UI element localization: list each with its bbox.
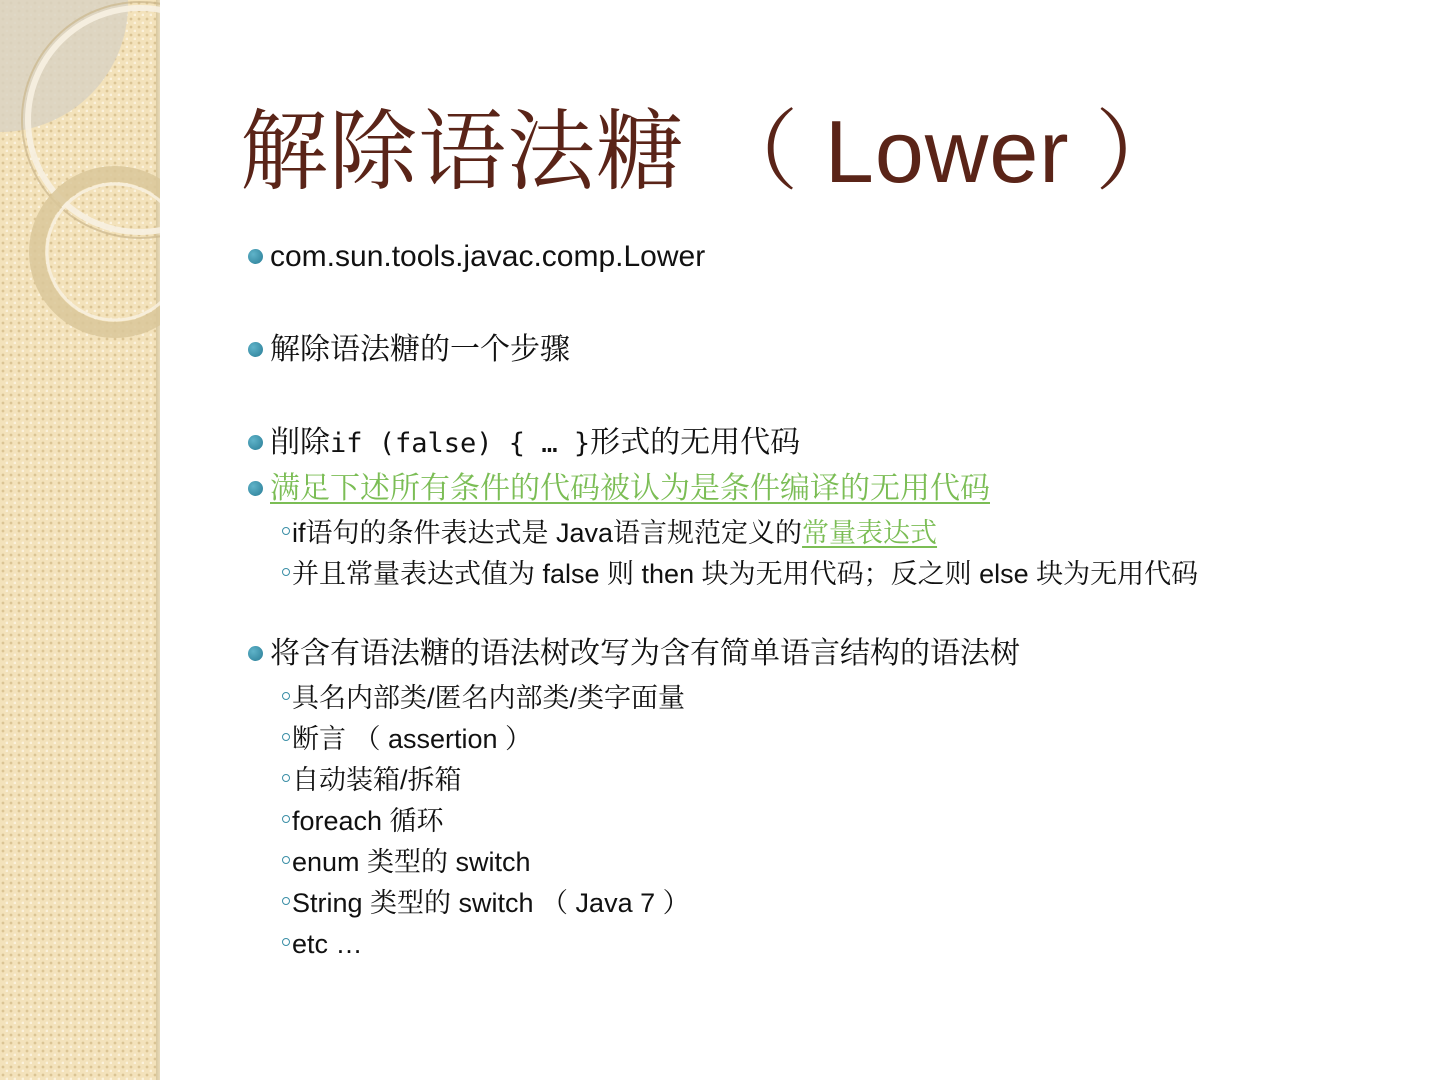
bullet-dot-icon xyxy=(248,481,263,496)
sub-bullet-text: foreach 循环 xyxy=(292,806,444,836)
sub-bullet-circle-icon xyxy=(282,692,290,700)
sub-bullet-text: enum 类型的 switch xyxy=(292,847,531,877)
sub-bullet-text: 具名内部类/匿名内部类/类字面量 xyxy=(292,683,686,713)
sub-bullet-circle-icon xyxy=(282,774,290,782)
bullet-lower-class xyxy=(248,238,1408,284)
sub-bullet-circle-icon xyxy=(282,733,290,741)
bullet-dot-icon xyxy=(248,342,263,357)
sub-bullet-inner-classes xyxy=(248,681,1408,722)
sub-bullet-etc xyxy=(248,927,1408,968)
spacer xyxy=(248,284,1408,331)
sub-bullet-if-constant xyxy=(248,516,1408,557)
sub-bullet-enum-switch xyxy=(248,845,1408,886)
bullet-dot-icon xyxy=(248,435,263,450)
bullet-text: com.sun.tools.javac.comp.Lower xyxy=(270,240,706,273)
bullet-rewrite-tree xyxy=(248,635,1408,681)
bullet-dot-icon xyxy=(248,249,263,264)
bullet-text-prefix: 削除 xyxy=(270,426,330,459)
sub-bullet-circle-icon xyxy=(282,568,290,576)
sub-bullet-foreach xyxy=(248,804,1408,845)
sub-bullet-circle-icon xyxy=(282,856,290,864)
sub-bullet-text: if语句的条件表达式是 Java语言规范定义的 xyxy=(292,518,803,548)
decorative-rings xyxy=(0,0,160,360)
ring-small xyxy=(37,174,160,330)
sub-bullet-circle-icon xyxy=(282,527,290,535)
sub-bullet-then-else xyxy=(248,557,1408,598)
sub-bullet-autoboxing xyxy=(248,763,1408,804)
bullet-dot-icon xyxy=(248,646,263,661)
bullet-text: 解除语法糖的一个步骤 xyxy=(270,333,570,366)
sub-bullet-text: String 类型的 switch （ Java 7 ） xyxy=(292,888,690,918)
sub-bullet-circle-icon xyxy=(282,938,290,946)
sub-bullet-assertion xyxy=(248,722,1408,763)
sub-bullet-text: etc … xyxy=(292,929,363,959)
code-snippet: if (false) { … } xyxy=(330,428,591,459)
spacer xyxy=(248,598,1408,635)
spacer xyxy=(248,377,1408,424)
bullet-list xyxy=(248,238,1408,968)
constant-expression-link[interactable]: 常量表达式 xyxy=(802,518,938,548)
sub-bullet-text: 并且常量表达式值为 false 则 then 块为无用代码；反之则 else 块为无用代码 xyxy=(292,559,1199,589)
bullet-text: 将含有语法糖的语法树改写为含有简单语言结构的语法树 xyxy=(270,637,1020,670)
bullet-conditional-compilation xyxy=(248,470,1408,516)
slide-title: 解除语法糖 （ Lower ） xyxy=(240,102,1185,201)
corner-shape xyxy=(0,0,128,132)
bullet-text-suffix: 形式的无用代码 xyxy=(590,426,801,459)
bullet-remove-dead-code xyxy=(248,424,1408,470)
sub-bullet-string-switch xyxy=(248,886,1408,927)
sub-bullet-text: 断言 （ assertion ） xyxy=(292,724,533,754)
sub-bullet-circle-icon xyxy=(282,897,290,905)
sub-bullet-text: 自动装箱/拆箱 xyxy=(292,765,462,795)
bullet-desugar-step xyxy=(248,331,1408,377)
conditional-compilation-link[interactable]: 满足下述所有条件的代码被认为是条件编译的无用代码 xyxy=(270,472,990,505)
sub-bullet-circle-icon xyxy=(282,815,290,823)
